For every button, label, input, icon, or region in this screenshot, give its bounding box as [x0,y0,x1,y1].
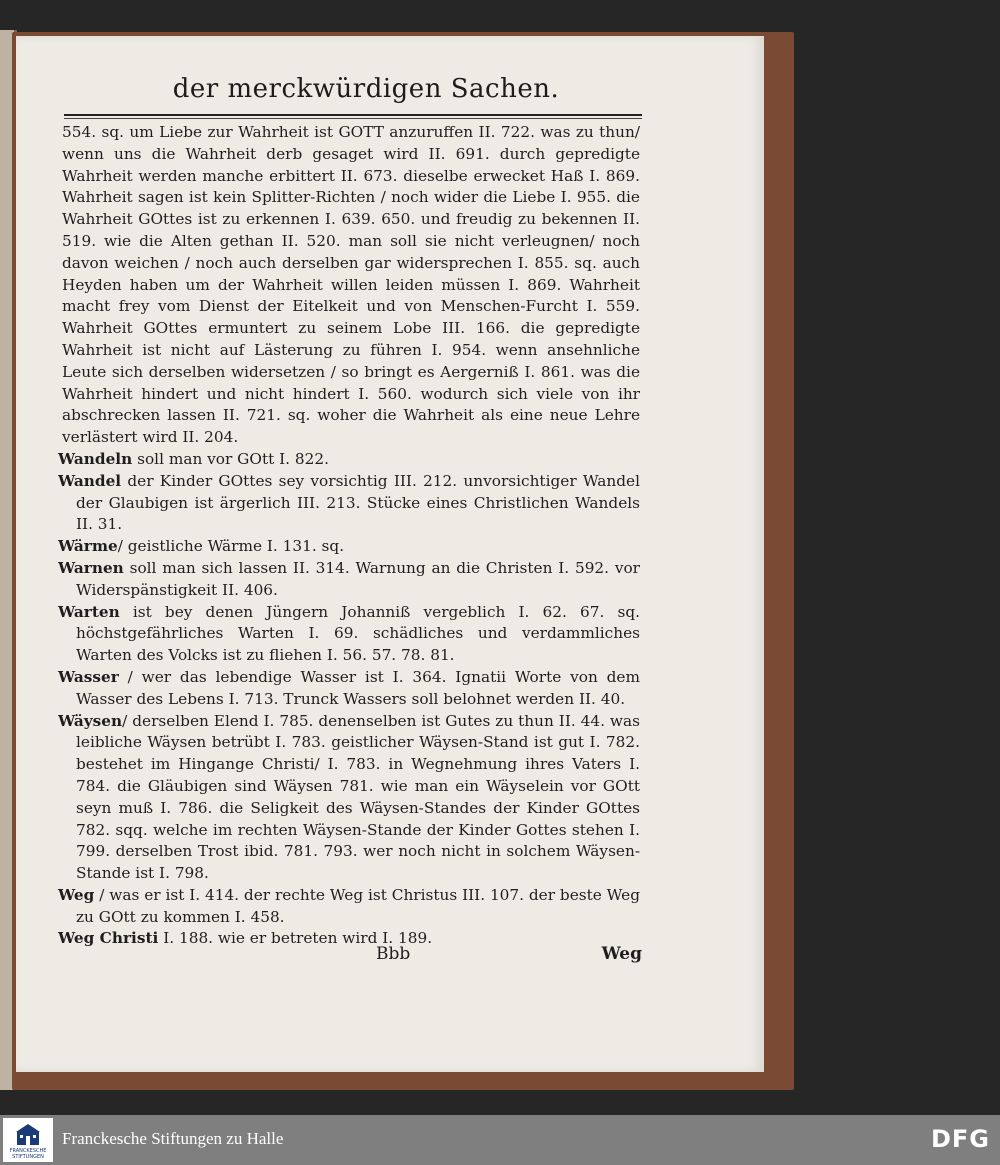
footer-bar [0,1115,1000,1165]
entry-text: 554. sq. um Liebe zur Wahrheit ist GOTT anzuruffen II. 722. was zu thun/ wenn uns die Wahrheit derb gesaget wird II. 691. durch gepredigte Wahrheit werden manche erbittert II. 673. dieselbe erwecket Haß I. 869. Wahrheit sagen ist kein Splitter-Richten / noch wider die Liebe I. 955. die Wahrheit GOttes ist zu erkennen I. 639. 650. und freudig zu bekennen II. 519. wie die Alten gethan II. 520. man soll sie nicht verleugnen/ noch davon weichen / noch auch derselben gar widersprechen I. 855. sq. auch Heyden haben um der Wahrheit willen leiden müssen I. 869. Wahrheit macht frey vom Dienst der Eitelkeit und von Menschen-Furcht I. 559. Wahrheit GOttes ermuntert zu seinem Lobe III. 166. die gepredigte Wahrheit ist nicht auf Lästerung zu führen I. 954. wenn ansehnliche Leute sich derselben widersetzen / so bringt es Aergerniß I. 861. was die Wahrheit hindert und nicht hindert I. 560. wodurch sich viele von ihr abschrecken lassen II. 721. sq. woher die Wahrheit als eine neue Lehre verlästert wird II. 204. [62,123,640,447]
entry-headword: Warnen [58,558,124,577]
entry-text: / was er ist I. 414. der rechte Weg ist Christus III. 107. der beste Weg zu GOtt zu kommen I. 458. [76,885,640,926]
entry-headword: Wasser [58,667,119,686]
index-entry [58,449,640,471]
entry-text: / derselben Elend I. 785. denenselben ist Gutes zu thun II. 44. was leibliche Wäysen betrübt I. 783. geistlicher Wäysen-Stand ist gut I. 782. bestehet im Hingange Christi/ I. 783. in Wegnehmung ihres Vaters I. 784. die Gläubigen sind Wäysen 781. wie man ein Wäyselein vor GOtt seyn muß I. 786. die Seligkeit des Wäysen-Standes der Kinder GOttes 782. sqq. welche im rechten Wäysen-Stande der Kinder Gottes stehen I. 799. derselben Trost ibid. 781. 793. wer noch nicht in solchem Wäysen-Stande ist I. 798. [76,711,640,883]
entry-text: der Kinder GOttes sey vorsichtig III. 212. unvorsichtiger Wandel der Glaubigen ist ärgerlich III. 213. Stücke eines Christlichen Wandels II. 31. [76,471,640,534]
signature-mark: Bbb [376,944,411,964]
index-entry [58,667,640,711]
entry-headword: Wandeln [58,449,133,468]
entry-headword: Wäysen [58,711,123,730]
logo-text: FRANCKESCHE STIFTUNGEN [9,1148,47,1160]
index-entry [58,471,640,536]
entry-text: soll man vor GOtt I. 822. [132,449,329,468]
page-header: der merckwürdigen Sachen. [172,74,560,104]
header-rule [64,114,642,116]
index-entry [58,558,640,602]
entry-text: I. 188. wie er betreten wird I. 189. [158,929,433,948]
entry-headword: Weg [58,885,95,904]
institution-logo[interactable] [3,1118,53,1162]
entry-text: ist bey denen Jüngern Johanniß vergeblich I. 62. 67. sq. höchstgefährliches Warten I. 69. schädliches und verdammliches Warten des Volcks ist zu fliehen I. 56. 57. 78. 81. [76,602,640,665]
index-entry [58,602,640,667]
building-icon [15,1122,41,1146]
index-entry [58,536,640,558]
page-footer [376,944,642,968]
index-entry [58,711,640,885]
index-entry [58,885,640,929]
index-entry-continuation [58,122,640,449]
index-body [58,122,640,950]
book-page [16,36,764,1072]
entry-headword: Weg Christi [58,929,159,948]
entry-text: / wer das lebendige Wasser ist I. 364. Ignatii Worte von dem Wasser des Lebens I. 713. Trunck Wassers soll belohnet werden II. 40. [76,667,640,708]
entry-headword: Wandel [58,471,122,490]
institution-name[interactable]: Franckesche Stiftungen zu Halle [62,1129,284,1148]
catchword: Weg [601,944,642,964]
entry-text: / geistliche Wärme I. 131. sq. [117,537,345,556]
entry-headword: Warten [58,602,120,621]
header-rule-thin [64,118,642,119]
entry-text: soll man sich lassen II. 314. Warnung an die Christen I. 592. vor Widerspänstigkeit II. 406. [76,558,640,599]
dfg-logo[interactable]: DFG [930,1125,990,1153]
entry-headword: Wärme [58,537,118,556]
